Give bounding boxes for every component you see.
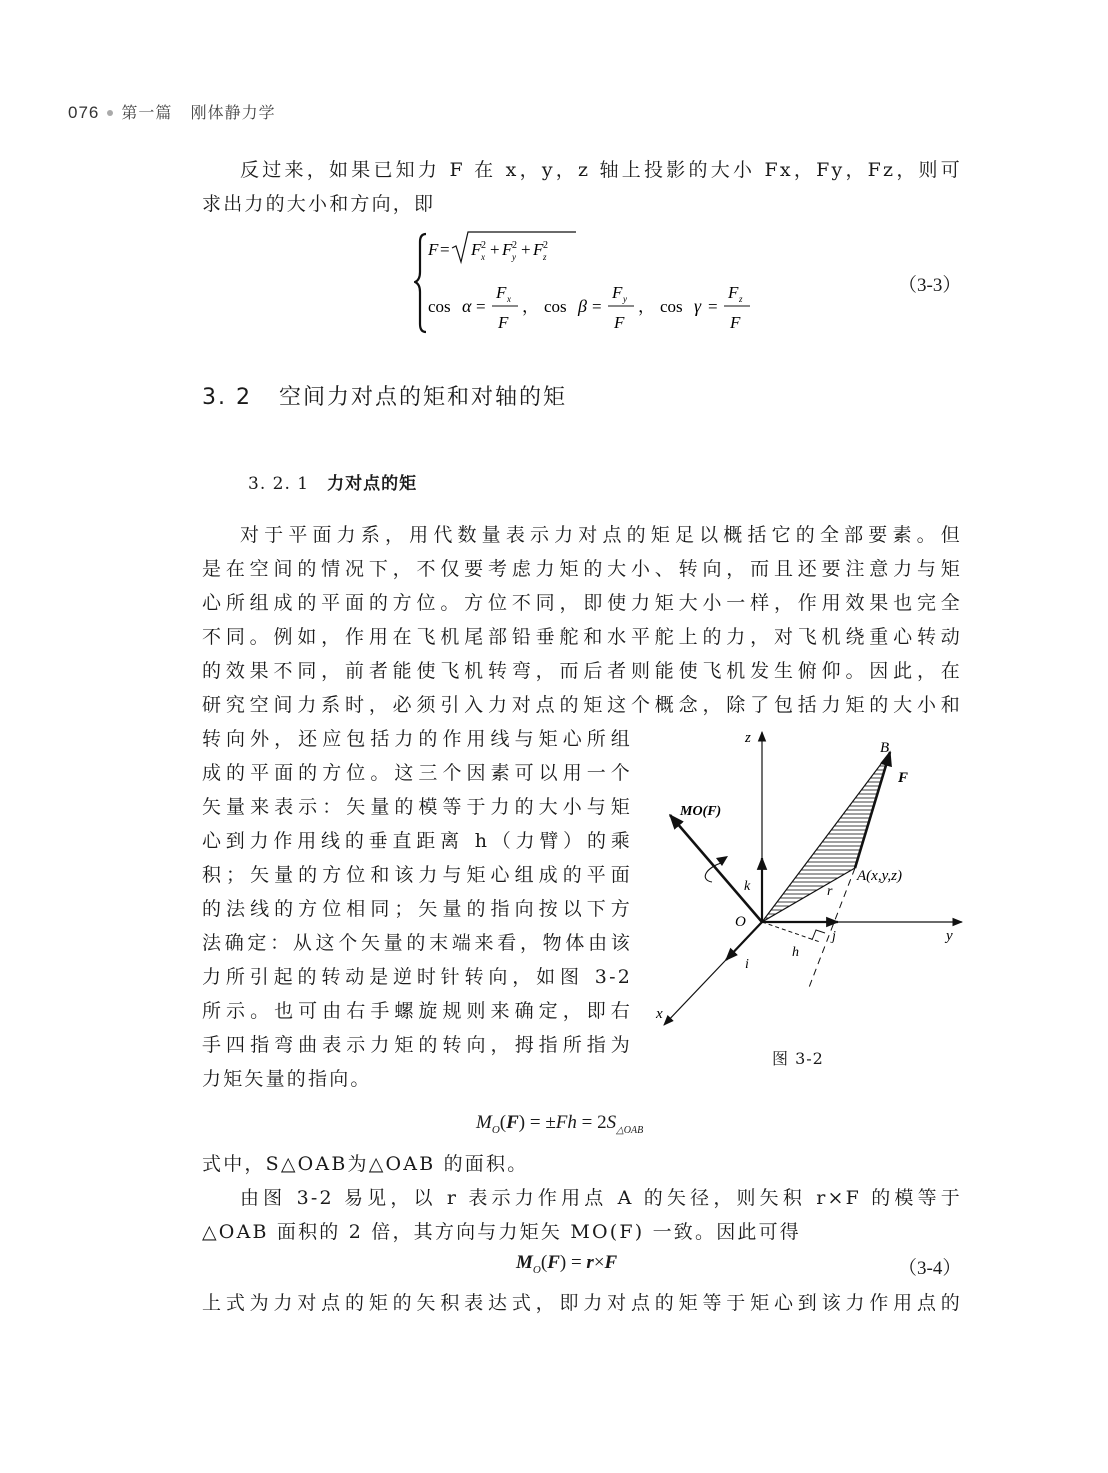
page-header (68, 100, 276, 123)
paragraph-2-line: 力所引起的转动是逆时针转向，如图 3-2 (202, 966, 632, 988)
paragraph-2-line: 的法线的方位相同；矢量的指向按以下方 (202, 898, 632, 920)
paragraph-3-line: 由图 3-2 易见，以 r 表示力作用点 A 的矢径，则矢积 r×F 的模等于 (240, 1187, 962, 1209)
paragraph-2-line: 心到力作用线的垂直距离 h（力臂）的乘 (202, 830, 632, 852)
paragraph-1-line: 研究空间力系时，必须引入力对点的矩这个概念，除了包括力矩的大小和 (202, 694, 962, 716)
label-r: r (827, 884, 833, 899)
paragraph-1-line: 是在空间的情况下，不仅要考虑力矩的大小、转向，而且还要注意力与矩 (202, 558, 962, 580)
svg-text:F: F (533, 240, 544, 259)
paragraph-2-line: 转向外，还应包括力的作用线与矩心所组 (202, 728, 632, 750)
label-z: z (745, 730, 751, 746)
subsection-title: 力对点的矩 (327, 474, 418, 494)
paragraph-2 (202, 722, 632, 1096)
equation-3-3 (414, 228, 774, 336)
svg-text:β: β (578, 296, 587, 316)
svg-text:γ: γ (694, 296, 702, 316)
equation-3-4: $M_O(F) = r\times F$ (516, 1252, 618, 1276)
svg-text:，: ， (522, 297, 539, 316)
lever-arm (762, 922, 820, 942)
svg-text:F: F (730, 313, 741, 332)
section-title: 空间力对点的矩和对轴的矩 (278, 385, 567, 410)
svg-text:F: F (614, 313, 625, 332)
svg-text:+: + (490, 240, 500, 259)
svg-text:F: F (496, 283, 507, 302)
label-j: j (832, 929, 836, 944)
figure-caption: 图 3-2 (772, 1049, 824, 1068)
equation-3-4-number: （3-4） (898, 1258, 962, 1279)
equation-3-3-graphic (414, 228, 774, 336)
part-label: 第一篇 (121, 103, 173, 122)
label-b: B (880, 740, 890, 756)
figure-3-2-diagram (650, 722, 970, 1032)
intro-line-2: 求出力的大小和方向，即 (202, 193, 436, 215)
paragraph-4 (202, 1286, 962, 1320)
label-h: h (792, 945, 799, 960)
paragraph-2-line: 积；矢量的方位和该力与矩心组成的平面 (202, 864, 632, 886)
paragraph-2-line: 力矩矢量的指向。 (202, 1068, 372, 1090)
svg-text:x: x (481, 252, 485, 262)
equation-3-3-number: （3-3） (898, 275, 962, 296)
where-line (202, 1147, 962, 1181)
paragraph-3-line: △OAB 面积的 2 倍，其方向与力矩矢 MO(F) 一致。因此可得 (202, 1221, 801, 1243)
paragraph-2-line: 矢量来表示：矢量的模等于力的大小与矩 (202, 796, 632, 818)
intro-paragraph (202, 153, 962, 221)
label-f: F (898, 770, 909, 786)
label-o: O (735, 914, 746, 930)
svg-text:cos: cos (660, 297, 683, 316)
svg-text:x: x (507, 294, 511, 304)
paragraph-2-line: 所示。也可由右手螺旋规则来确定，即右 (202, 1000, 632, 1022)
svg-text:y: y (512, 252, 516, 262)
svg-text:F: F (612, 283, 623, 302)
paragraph-2-line: 法确定：从这个矢量的末端来看，物体由该 (202, 932, 632, 954)
svg-text:，: ， (638, 297, 655, 316)
svg-text:F: F (498, 313, 509, 332)
svg-text:=: = (476, 297, 486, 316)
paragraph-1-line: 不同。例如，作用在飞机尾部铅垂舵和水平舵上的力，对飞机绕重心转动 (202, 626, 962, 648)
svg-text:cos: cos (544, 297, 567, 316)
svg-text:2: 2 (543, 240, 548, 251)
label-a: A(x,y,z) (857, 868, 902, 884)
paragraph-1 (202, 518, 962, 722)
paragraph-4-line: 上式为力对点的矩的矢积表达式，即力对点的矩等于矩心到该力作用点的 (202, 1292, 962, 1314)
svg-text:F: F (502, 240, 513, 259)
svg-text:=: = (592, 297, 602, 316)
svg-text:=: = (708, 297, 718, 316)
svg-text:=: = (440, 240, 450, 259)
svg-text:2: 2 (481, 240, 486, 251)
svg-text:F: F (471, 240, 482, 259)
moment-vector (670, 815, 762, 922)
svg-text:cos: cos (428, 297, 451, 316)
right-angle-mark (812, 930, 825, 940)
label-mo: MO(F) (680, 804, 722, 819)
where-text: 式中，S△OAB为△OAB 的面积。 (202, 1153, 529, 1175)
label-i: i (745, 957, 749, 972)
triangle-oab (762, 752, 890, 922)
svg-text:+: + (521, 240, 531, 259)
paragraph-3 (202, 1181, 962, 1249)
label-x: x (656, 1006, 663, 1022)
figure-3-2 (650, 722, 970, 1032)
paragraph-1-line: 的效果不同，前者能使飞机转弯，而后者则能使飞机发生俯仰。因此，在 (202, 660, 962, 682)
part-title: 刚体静力学 (190, 103, 276, 122)
subsection-heading (248, 469, 417, 494)
svg-text:F: F (428, 240, 439, 259)
label-y: y (946, 928, 953, 944)
paragraph-1-line: 心所组成的平面的方位。方位不同，即使力矩大小一样，作用效果也完全 (202, 592, 962, 614)
section-number: 3. 2 (202, 385, 252, 410)
svg-text:F: F (728, 283, 739, 302)
subsection-number: 3. 2. 1 (248, 474, 310, 494)
intro-line-1: 反过来，如果已知力 F 在 x，y，z 轴上投影的大小 Fx，Fy，Fz，则可 (240, 159, 962, 181)
page-number: 076 (68, 103, 100, 122)
paragraph-2-line: 成的平面的方位。这三个因素可以用一个 (202, 762, 632, 784)
bullet-icon (107, 110, 113, 116)
svg-text:α: α (462, 296, 472, 316)
svg-text:z: z (543, 252, 547, 262)
svg-text:y: y (623, 294, 627, 304)
label-k: k (744, 879, 751, 894)
section-heading (202, 380, 567, 411)
svg-text:2: 2 (512, 240, 517, 251)
equation-moment: $M_O(F) = \pm Fh = 2S_{\triangle OAB}$ (476, 1112, 644, 1136)
paragraph-2-line: 手四指弯曲表示力矩的转向，拇指所指为 (202, 1034, 632, 1056)
paragraph-1-line: 对于平面力系，用代数量表示力对点的矩足以概括它的全部要素。但 (240, 524, 962, 546)
svg-text:z: z (739, 294, 743, 304)
